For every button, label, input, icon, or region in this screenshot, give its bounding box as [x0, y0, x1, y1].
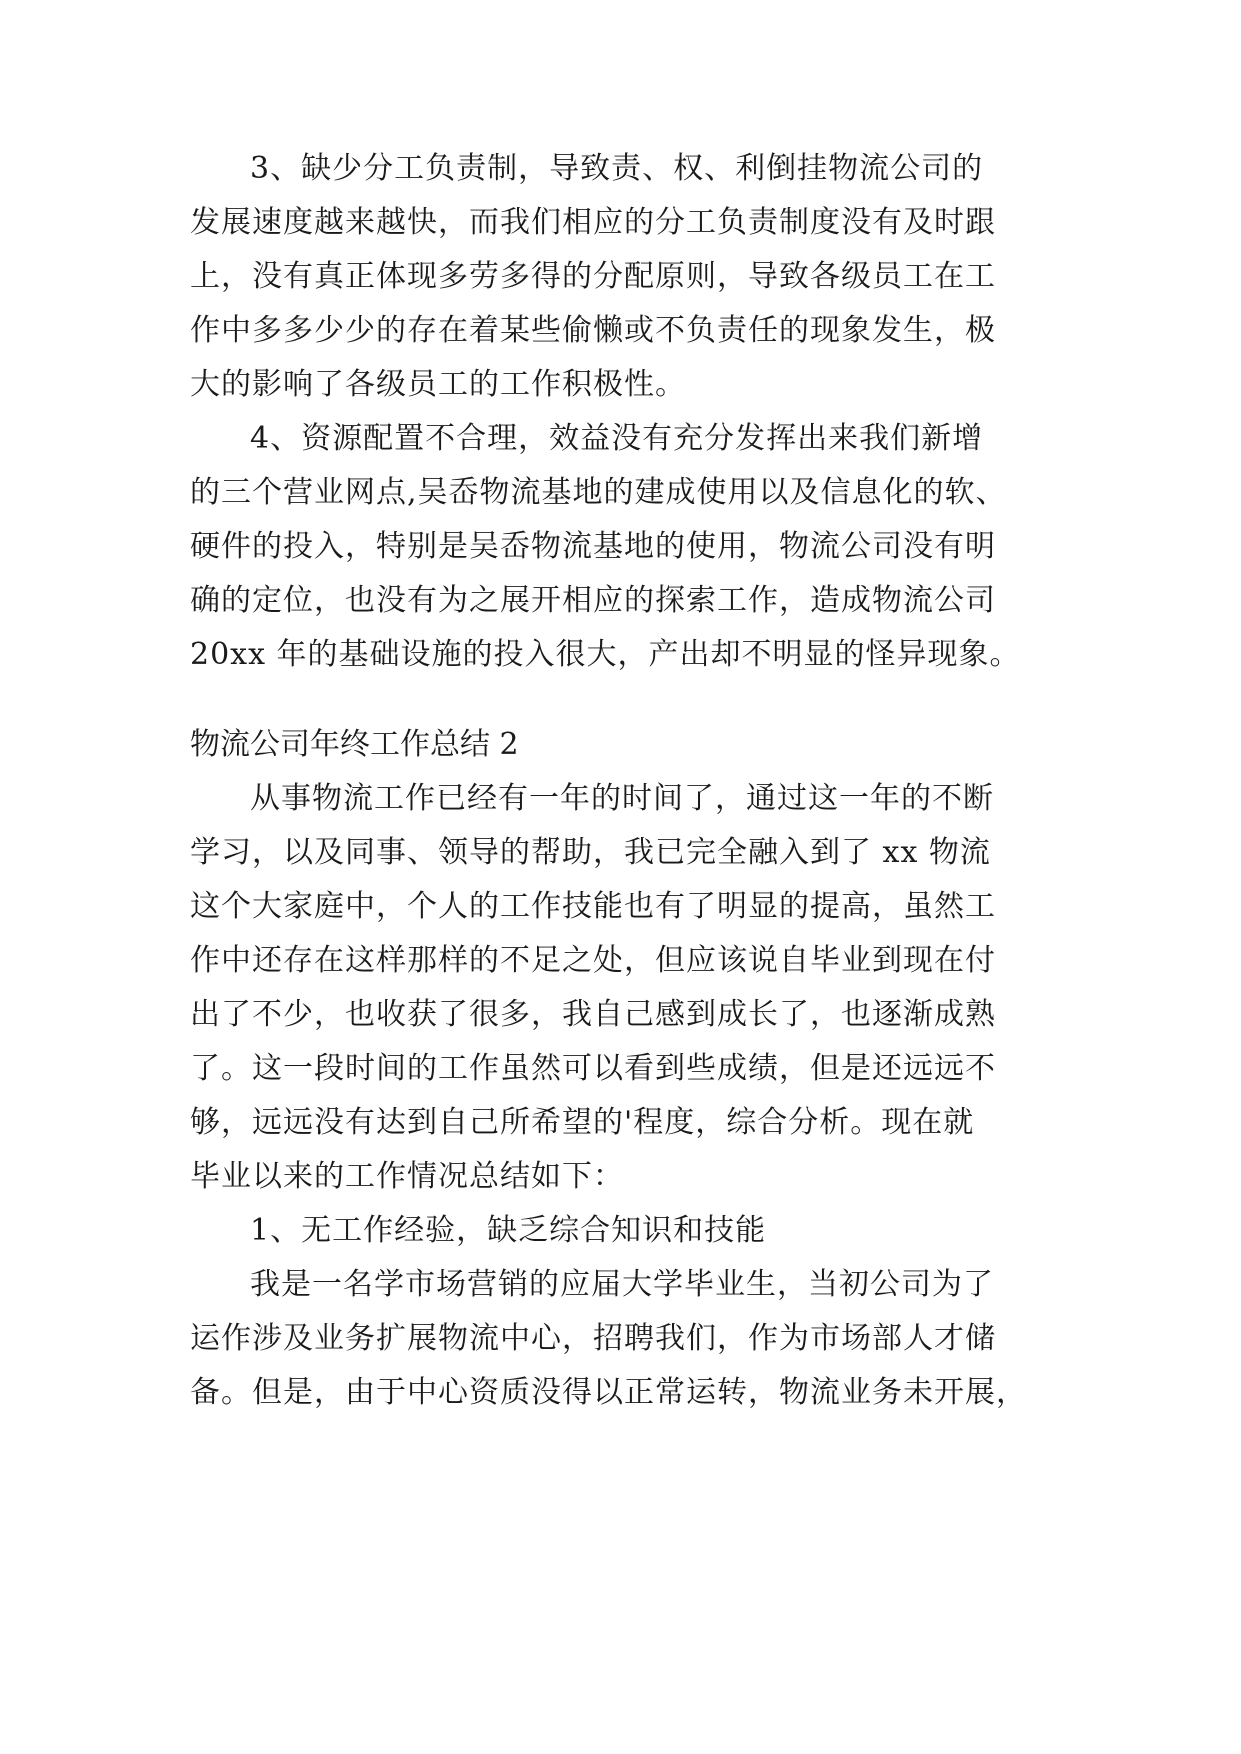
intro-line-6: 了。这一段时间的工作虽然可以看到些成绩，但是还远远不	[190, 1051, 996, 1086]
para4-line-1: 4、资源配置不合理，效益没有充分发挥出来我们新增	[250, 421, 984, 456]
para3-line-5: 大的影响了各级员工的工作积极性。	[190, 367, 686, 402]
intro-line-7: 够，远远没有达到自己所希望的'程度，综合分析。现在就	[190, 1105, 975, 1140]
intro-line-1: 从事物流工作已经有一年的时间了，通过这一年的不断	[250, 781, 994, 816]
item1-line-1: 我是一名学市场营销的应届大学毕业生，当初公司为了	[250, 1267, 994, 1302]
intro-line-3: 这个大家庭中，个人的工作技能也有了明显的提高，虽然工	[190, 889, 996, 924]
para3-line-4: 作中多多少少的存在着某些偷懒或不负责任的现象发生，极	[190, 313, 996, 348]
intro-line-2: 学习，以及同事、领导的帮助，我已完全融入到了 xx 物流	[190, 835, 991, 870]
intro-line-5: 出了不少，也收获了很多，我自己感到成长了，也逐渐成熟	[190, 997, 996, 1032]
para4-line-5: 20xx 年的基础设施的投入很大，产出却不明显的怪异现象。	[190, 637, 1021, 672]
para4-line-4: 确的定位，也没有为之展开相应的探索工作，造成物流公司	[190, 583, 996, 618]
item1-line-2: 运作涉及业务扩展物流中心，招聘我们，作为市场部人才储	[190, 1321, 996, 1356]
intro-line-4: 作中还存在这样那样的不足之处，但应该说自毕业到现在付	[190, 943, 996, 978]
item1-line-3: 备。但是，由于中心资质没得以正常运转，物流业务未开展，	[190, 1375, 1027, 1410]
para4-line-3: 硬件的投入，特别是吴岙物流基地的使用，物流公司没有明	[190, 529, 996, 564]
intro-line-8: 毕业以来的工作情况总结如下：	[190, 1159, 624, 1194]
para4-line-2: 的三个营业网点,吴岙物流基地的建成使用以及信息化的软、	[190, 475, 1007, 510]
section-heading: 物流公司年终工作总结 2	[190, 727, 519, 762]
para3-line-2: 发展速度越来越快，而我们相应的分工负责制度没有及时跟	[190, 205, 996, 240]
para3-line-3: 上，没有真正体现多劳多得的分配原则，导致各级员工在工	[190, 259, 996, 294]
para3-line-1: 3、缺少分工负责制，导致责、权、利倒挂物流公司的	[250, 151, 984, 186]
item1-title: 1、无工作经验，缺乏综合知识和技能	[250, 1213, 767, 1248]
